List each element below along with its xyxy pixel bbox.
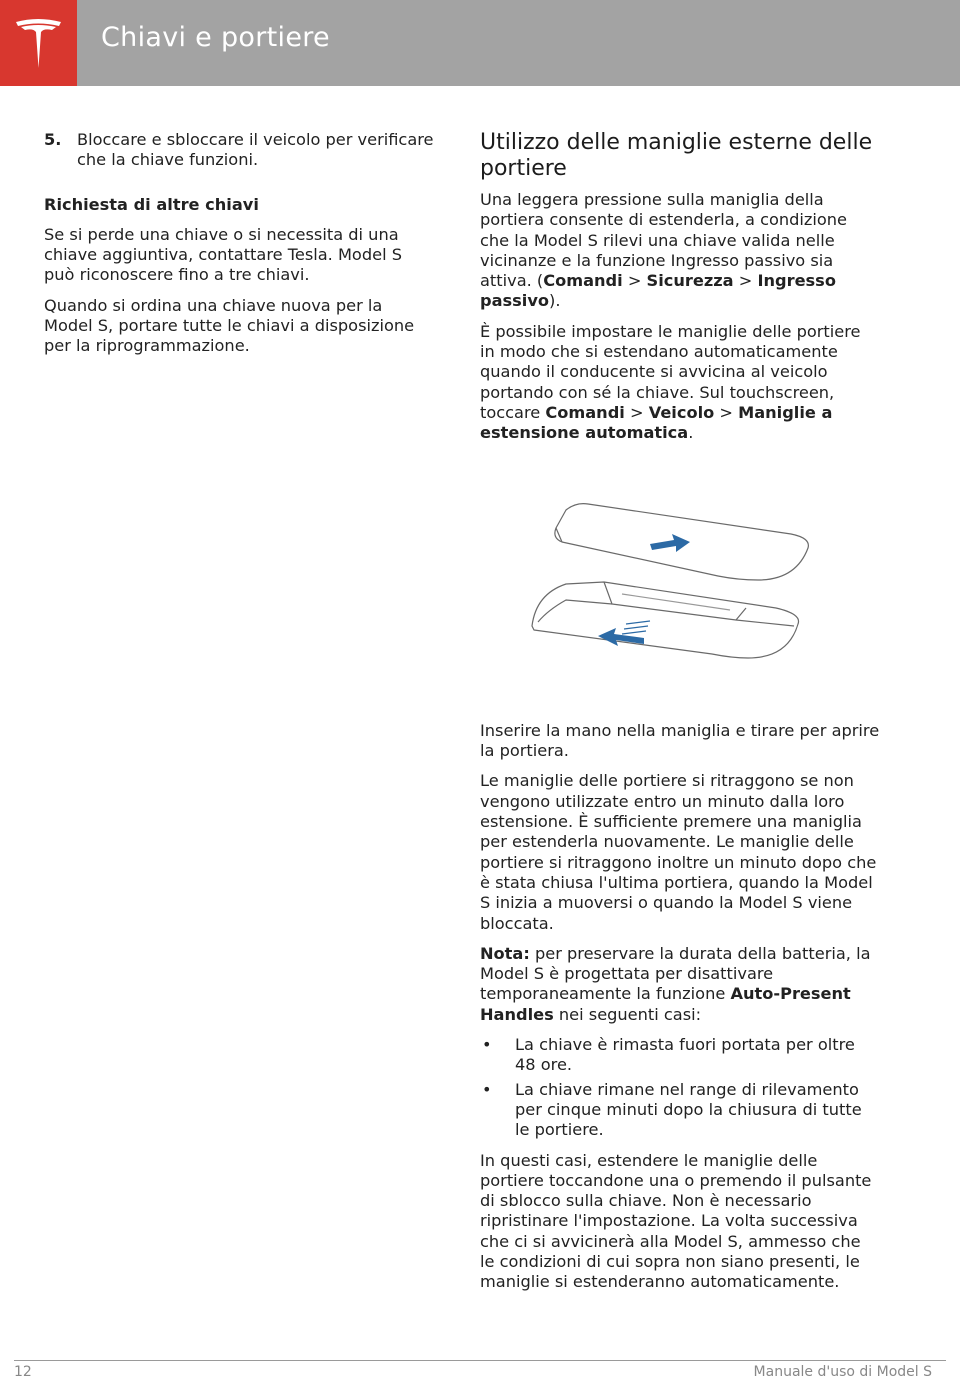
footer-divider [14,1360,946,1361]
list-item: • La chiave rimane nel range di rilevamento per cinque minuti dopo la chiusura di tutte le portiere. [482,1079,862,1140]
header-bar [0,0,960,86]
step-number: 5. [44,130,62,149]
step-text: Bloccare e sbloccare il veicolo per verificare che la chiave funzioni. [77,130,434,170]
menu-path-item: Veicolo [648,402,715,422]
paragraph: In questi casi, estendere le maniglie delle portiere toccandone una o premendo il pulsante di sblocco sulla chiave. Non è necessario ripristinare l'impostazione. La volta successiva che ci si avvicinerà alla Model S, ammesso che le condizioni di cui sopra non siano presenti, le maniglie si estenderanno automaticamente. [480,1150,872,1292]
feature-name: Auto-Present Handles [480,984,851,1024]
paragraph: Le maniglie delle portiere si ritraggono se non vengono utilizzate entro un minuto dalla loro estensione. È sufficiente premere una maniglia per estenderla nuovamente. Le maniglie delle portiere si ritraggono inoltre un minuto dopo che è stata chiusa l'ultima portiera, quando la Model S inizia a muoversi o quando la Model S viene bloccata. [480,771,877,933]
section-subheading: Richiesta di altre chiavi [44,194,259,214]
step-item [44,130,434,171]
menu-path-item: Maniglie a estensione automatica [480,402,833,443]
right-column [480,130,880,1303]
paragraph: Se si perde una chiave o si necessita di una chiave aggiuntiva, contattare Tesla. Model S può riconoscere fino a tre chiavi. [44,224,402,285]
menu-path-item: Comandi [543,271,623,291]
paragraph: Inserire la mano nella maniglia e tirare per aprire la portiera. [480,720,880,761]
auto-present-paragraph: È possibile impostare le maniglie delle portiere in modo che si estendano automaticamente quando il conducente si avvicina al veicolo portando con sé la chiave. Sul touchscreen, toccare Comandi > Veicolo > Maniglie a estensione automatica. [480,321,861,443]
left-column [44,130,434,367]
bullet-list [480,1035,880,1140]
page-number: 12 [14,1364,32,1380]
section-heading: Utilizzo delle maniglie esterne delle portiere [480,130,873,181]
door-handle-illustration [526,498,826,678]
manual-title: Manuale d'uso di Model S [753,1364,932,1380]
brand-logo [0,0,77,86]
menu-path-item: Sicurezza [646,271,734,291]
tesla-logo-icon [14,16,63,68]
menu-path-item: Ingresso passivo [480,271,836,311]
list-item: • La chiave è rimasta fuori portata per oltre 48 ore. [482,1035,855,1075]
paragraph: Quando si ordina una chiave nuova per la Model S, portare tutte le chiavi a disposizione per la riprogrammazione. [44,295,415,356]
intro-paragraph: Una leggera pressione sulla maniglia della portiera consente di estenderla, a condizione che la Model S rilevi una chiave valida nelle vicinanze e la funzione Ingresso passivo sia attiva. (Comandi > Sicurezza > Ingresso passivo). [480,190,848,311]
page-title: Chiavi e portiere [101,22,330,53]
note-label: Nota: [480,943,530,963]
menu-path-item: Comandi [545,402,625,422]
note-paragraph: Nota: per preservare la durata della batteria, la Model S è progettata per disattivare temporaneamente la funzione Auto-Present Handles nei seguenti casi: [480,943,871,1024]
